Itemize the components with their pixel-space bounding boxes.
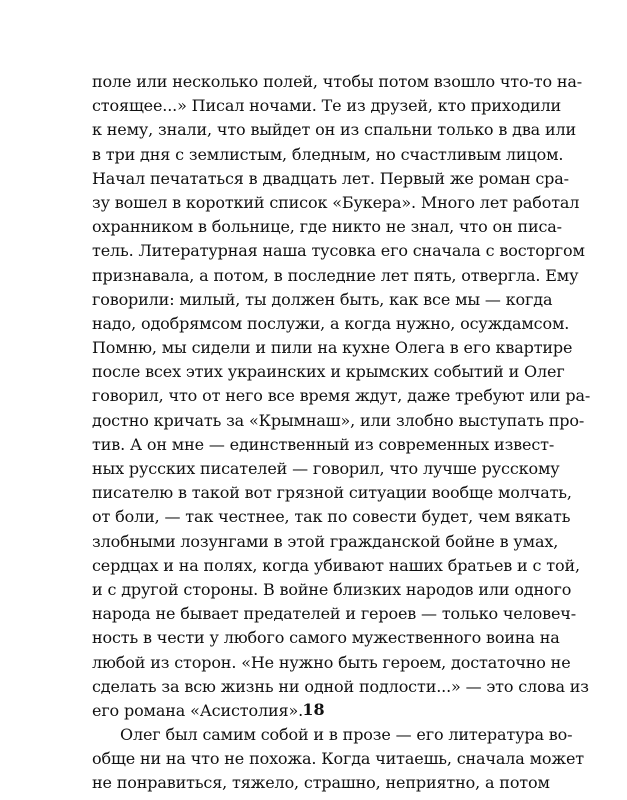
text-line: ных русских писателей — говорил, что лучше русскому — [92, 459, 560, 478]
text-line: сделать за всю жизнь ни одной подлости...» — это слова из — [92, 676, 589, 696]
text-line: в три дня с землистым, бледным, но счастливым лицом. — [92, 144, 564, 164]
text-line: злобными лозунгами в этой гражданской бойне в умах, — [92, 531, 559, 551]
text-line: говорили: милый, ты должен быть, как все мы — когда — [92, 289, 553, 309]
text-line: писателю в такой вот грязной ситуации вообще молчать, — [92, 483, 572, 503]
paragraph-end-line: его романа «Асистолия». — [92, 700, 304, 720]
text-line: от боли, — так честнее, так по совести будет, чем вякать — [92, 507, 571, 527]
text-line: и с другой стороны. В войне близких народов или одного — [92, 579, 572, 599]
paragraph-start-line: Олег был самим собой и в прозе — его литература во- — [120, 725, 573, 745]
text-line: народа не бывает предателей и героев — только человеч- — [92, 604, 576, 624]
page-number: 18 — [302, 700, 325, 719]
text-line: охранником в больнице, где никто не знал, что он писа- — [92, 217, 562, 237]
text-line: к нему, знали, что выйдет он из спальни только в два или — [92, 120, 577, 140]
text-line: надо, одобрямсом послужи, а когда нужно, осуждамсом. — [92, 313, 570, 333]
text-line: достно кричать за «Крымнаш», или злобно выступать про- — [92, 410, 585, 430]
text-line: поле или несколько полей, чтобы потом взошло что-то на- — [92, 72, 583, 91]
text-line: признавала, а потом, в последние лет пять, отвергла. Ему — [92, 265, 579, 285]
body-text — [92, 70, 591, 796]
text-line: после всех этих украинских и крымских событий и Олег — [92, 362, 565, 382]
text-line: Начал печататься в двадцать лет. Первый же роман сра- — [92, 168, 569, 188]
text-line: ность в чести у любого самого мужественного воина на — [92, 628, 560, 648]
text-line: говорил, что от него все время ждут, даже требуют или ра- — [92, 386, 591, 406]
text-line: стоящее...» Писал ночами. Те из друзей, кто приходили — [92, 96, 561, 116]
text-line: обще ни на что не похожа. Когда читаешь, сначала может — [92, 749, 584, 769]
text-line: любой из сторон. «Не нужно быть героем, достаточно не — [92, 652, 571, 672]
text-line: Помню, мы сидели и пили на кухне Олега в его квартире — [92, 338, 573, 358]
text-line: сердцах и на полях, когда убивают наших братьев и с той, — [92, 555, 580, 575]
text-line: тив. А он мне — единственный из современных извест- — [92, 434, 555, 454]
text-line: не понравиться, тяжело, страшно, неприятно, а потом — [92, 773, 550, 793]
text-line: тель. Литературная наша тусовка его сначала с восторгом — [92, 241, 585, 261]
text-line: зу вошел в короткий список «Букера». Много лет работал — [92, 192, 580, 212]
